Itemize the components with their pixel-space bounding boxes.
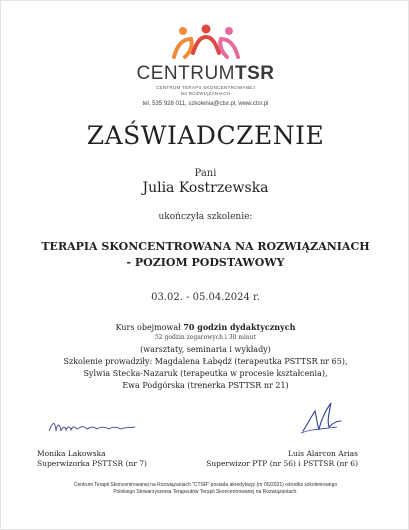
left-signature xyxy=(47,417,137,437)
brand-subtitle-line-2: NA ROZWIĄZANIACH xyxy=(180,90,231,96)
brand-subtitle-line-1: CENTRUM TERAPII SKONCENTROWANEJ xyxy=(155,85,256,90)
salutation: Pani xyxy=(194,168,217,179)
course-title-line-2: - POZIOM PODSTAWOWY xyxy=(126,256,285,269)
accreditation-footer xyxy=(1,482,409,496)
right-signer xyxy=(206,449,358,468)
right-signer-role: Superwizor PTP (nr 56) i PSTTSR (nr 6) xyxy=(206,458,358,468)
logo xyxy=(1,23,409,61)
trainers-line-1: Szkolenie prowadziły: Magdalena Łabędź (terapeutka PSTTSR nr 65), xyxy=(63,357,348,366)
three-people-icon xyxy=(171,23,241,61)
certificate-title: ZAŚWIADCZENIE xyxy=(86,121,325,150)
left-signer-name: Monika Lakowska xyxy=(37,449,106,458)
left-signer-role: Superwizorka PSTTSR (nr 7) xyxy=(37,458,147,468)
contact-info: tel. 535 928 011, szkolenia@ctsr.pl, www.ctsr.pl xyxy=(142,101,269,107)
right-signature xyxy=(297,399,345,437)
brand-light: CENTRUM xyxy=(136,63,235,84)
brand-name xyxy=(1,63,409,85)
footer-line-2: Polskiego Stowarzyszenia Terapeutów Terapii Skoncentrowanej na Rozwiązaniach. xyxy=(113,489,298,495)
course-format: (warsztaty, seminaria i wykłady) xyxy=(140,345,271,354)
brand-bold: TSR xyxy=(235,63,275,84)
hours-detail: 52 godzin zegarowych i 30 minut xyxy=(154,334,257,341)
brand-subtitle xyxy=(1,85,409,96)
trainers-line-2: Sylwia Stecka-Nazaruk (terapeutka w procesie kształcenia), xyxy=(83,369,328,378)
completed-text: ukończyła szkolenie: xyxy=(158,212,253,222)
footer-line-1: Centrum Terapii Skoncentrowanej na Rozwiązaniach "CTSR" posiada akredytację (nr 05/2021) ośrodka szkoleniowego xyxy=(73,482,338,488)
course-dates: 03.02. - 05.04.2024 r. xyxy=(151,292,260,303)
recipient-name: Julia Kostrzewska xyxy=(142,180,269,196)
trainers-line-3: Ewa Podgórska (trenerka PSTTSR nr 21) xyxy=(122,381,289,390)
hours-bold: 70 godzin dydaktycznych xyxy=(183,322,296,332)
course-hours xyxy=(1,322,409,332)
right-signer-name: Luis Alarcon Arias xyxy=(288,449,358,458)
course-title-line-1: TERAPIA SKONCENTROWANA NA ROZWIĄZANIACH xyxy=(41,240,370,253)
hours-prefix: Kurs obejmował xyxy=(115,323,184,332)
left-signer xyxy=(37,449,147,468)
course-title xyxy=(1,239,409,271)
course-details xyxy=(1,344,409,392)
